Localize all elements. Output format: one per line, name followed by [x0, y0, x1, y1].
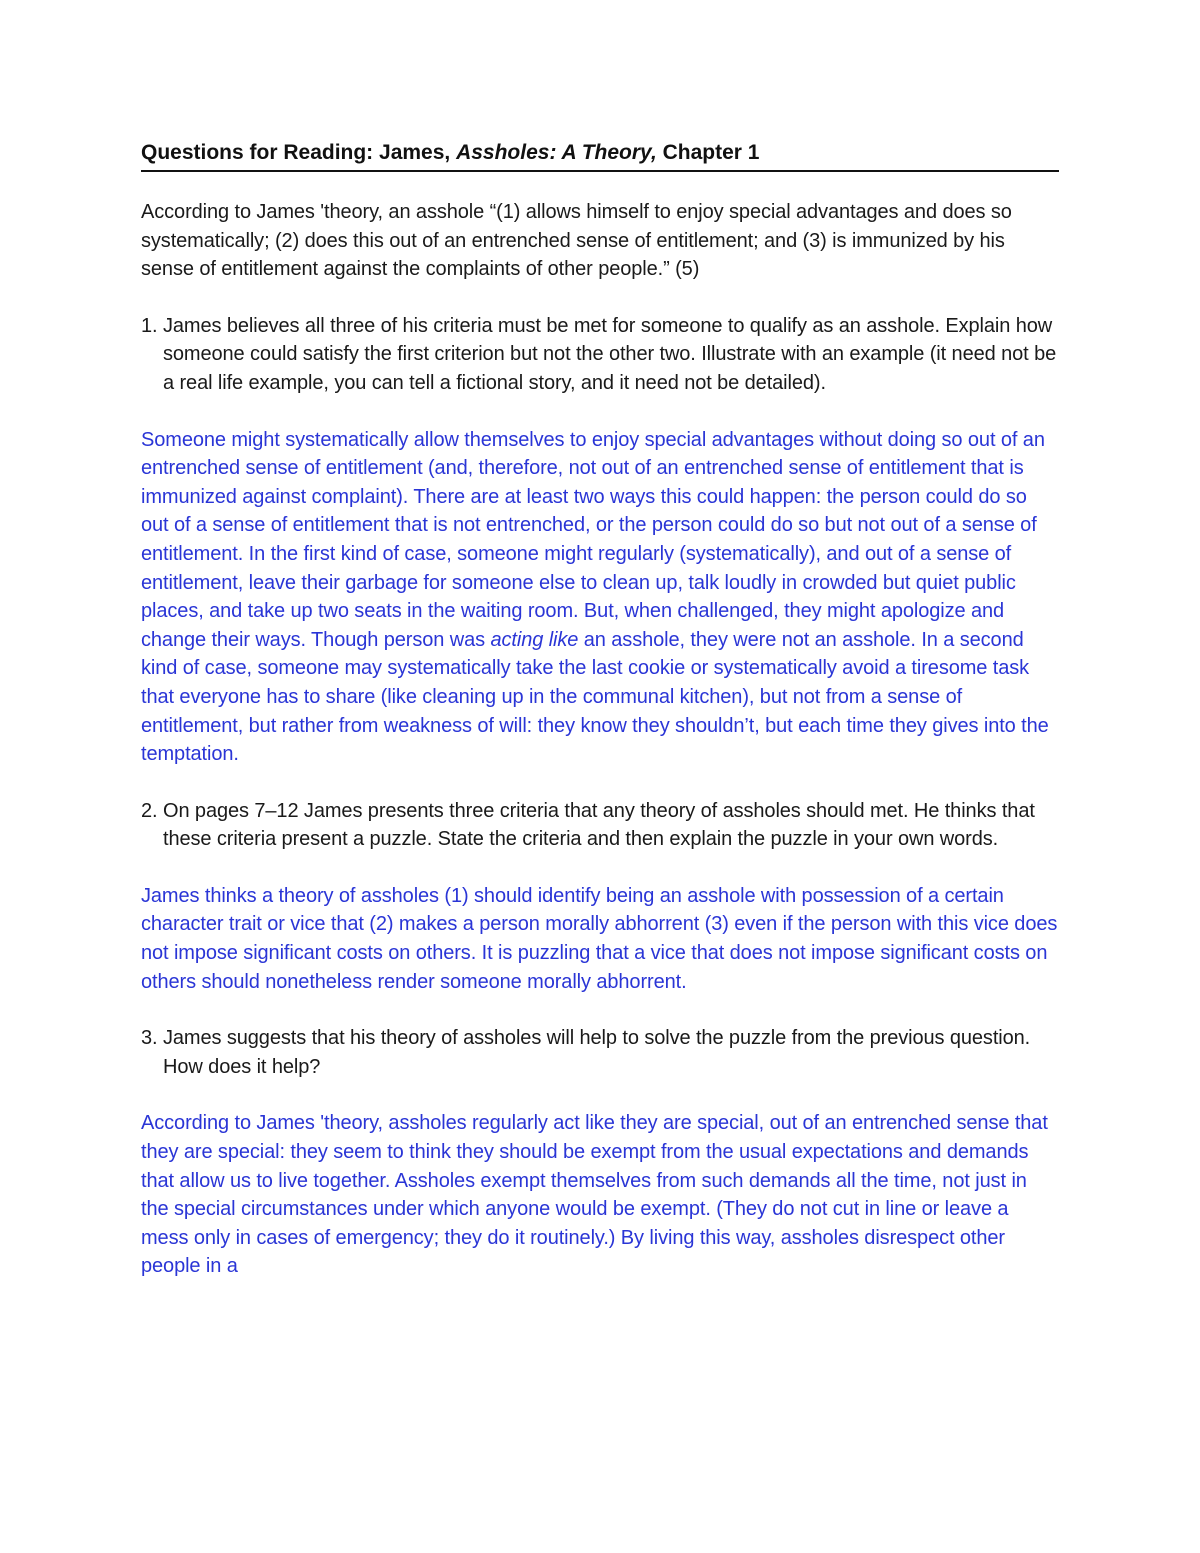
- question-number: 1.: [141, 314, 158, 337]
- answer-2: James thinks a theory of assholes (1) should identify being an asshole with possession of a certain character trait or vice that (2) makes a person morally abhorrent (3) even if the person with this vice does not impose significant costs on others. It is puzzling that a vice that does not impose significant costs on others should nonetheless render someone morally abhorrent.: [141, 884, 1058, 993]
- title-prefix: Questions for Reading: James,: [141, 141, 457, 164]
- title-suffix: Chapter 1: [656, 141, 760, 164]
- question-text: James believes all three of his criteria must be met for someone to qualify as an asshole. Explain how someone could satisfy the first criterion but not the other two. Illustrate with an example (it need not be a real life example, you can tell a fictional story, and it need not be detailed).: [163, 314, 1057, 394]
- question-text: James suggests that his theory of assholes will help to solve the puzzle from the previous question. How does it help?: [163, 1027, 1031, 1078]
- answer-3: According to James 'theory, assholes regularly act like they are special, out of an entrenched sense that they are special: they seem to think they should be exempt from the usual expectations and demands that allow us to live together. Assholes exempt themselves from such demands all the time, not just in the special circumstances under which anyone would be exempt. (They do not cut in line or leave a mess only in cases of emergency; they do it routinely.) By living this way, assholes disrespect other people in a: [141, 1112, 1048, 1278]
- answer-1-part-b: an asshole, they were not an asshole. In a second kind of case, someone may systematically take the last cookie or systematically avoid a tiresome task that everyone has to share (like cleaning up in the communal kitchen), but not from a sense of entitlement, but rather from weakness of will: they know they shouldn’t, but each time they gives into the temptation.: [141, 628, 1049, 766]
- answer-1-part-a: Someone might systematically allow themselves to enjoy special advantages without doing so out of an entrenched sense of entitlement (and, therefore, not out of an entrenched sense of entitlement that is immunized against complaint). There are at least two ways this could happen: the person could do so out of a sense of entitlement that is not entrenched, or the person could do so but not out of a sense of entitlement. In the first kind of case, someone might regularly (systematically), and out of a sense of entitlement, leave their garbage for someone else to clean up, talk loudly in crowded but quiet public places, and take up two seats in the waiting room. But, when challenged, they might apologize and change their ways. Though person was: [141, 428, 1045, 651]
- answer-1: [141, 426, 1059, 769]
- answer-1-italic: acting like: [490, 628, 579, 651]
- question-2: [141, 797, 1059, 854]
- question-1: [141, 312, 1059, 398]
- title-italic-book: Assholes: A Theory,: [456, 141, 657, 164]
- question-3: [141, 1024, 1059, 1081]
- question-text: On pages 7–12 James presents three criteria that any theory of assholes should met. He thinks that these criteria present a puzzle. State the criteria and then explain the puzzle in your own words.: [163, 799, 1035, 851]
- page-title: [141, 138, 1059, 172]
- intro-paragraph: According to James 'theory, an asshole “(1) allows himself to enjoy special advantages and does so systematically; (2) does this out of an entrenched sense of entitlement; and (3) is immunized by his sense of entitlement against the complaints of other people.” (5): [141, 201, 1012, 281]
- question-number: 3.: [141, 1027, 158, 1050]
- document-page: [141, 138, 1059, 1309]
- question-number: 2.: [141, 799, 158, 822]
